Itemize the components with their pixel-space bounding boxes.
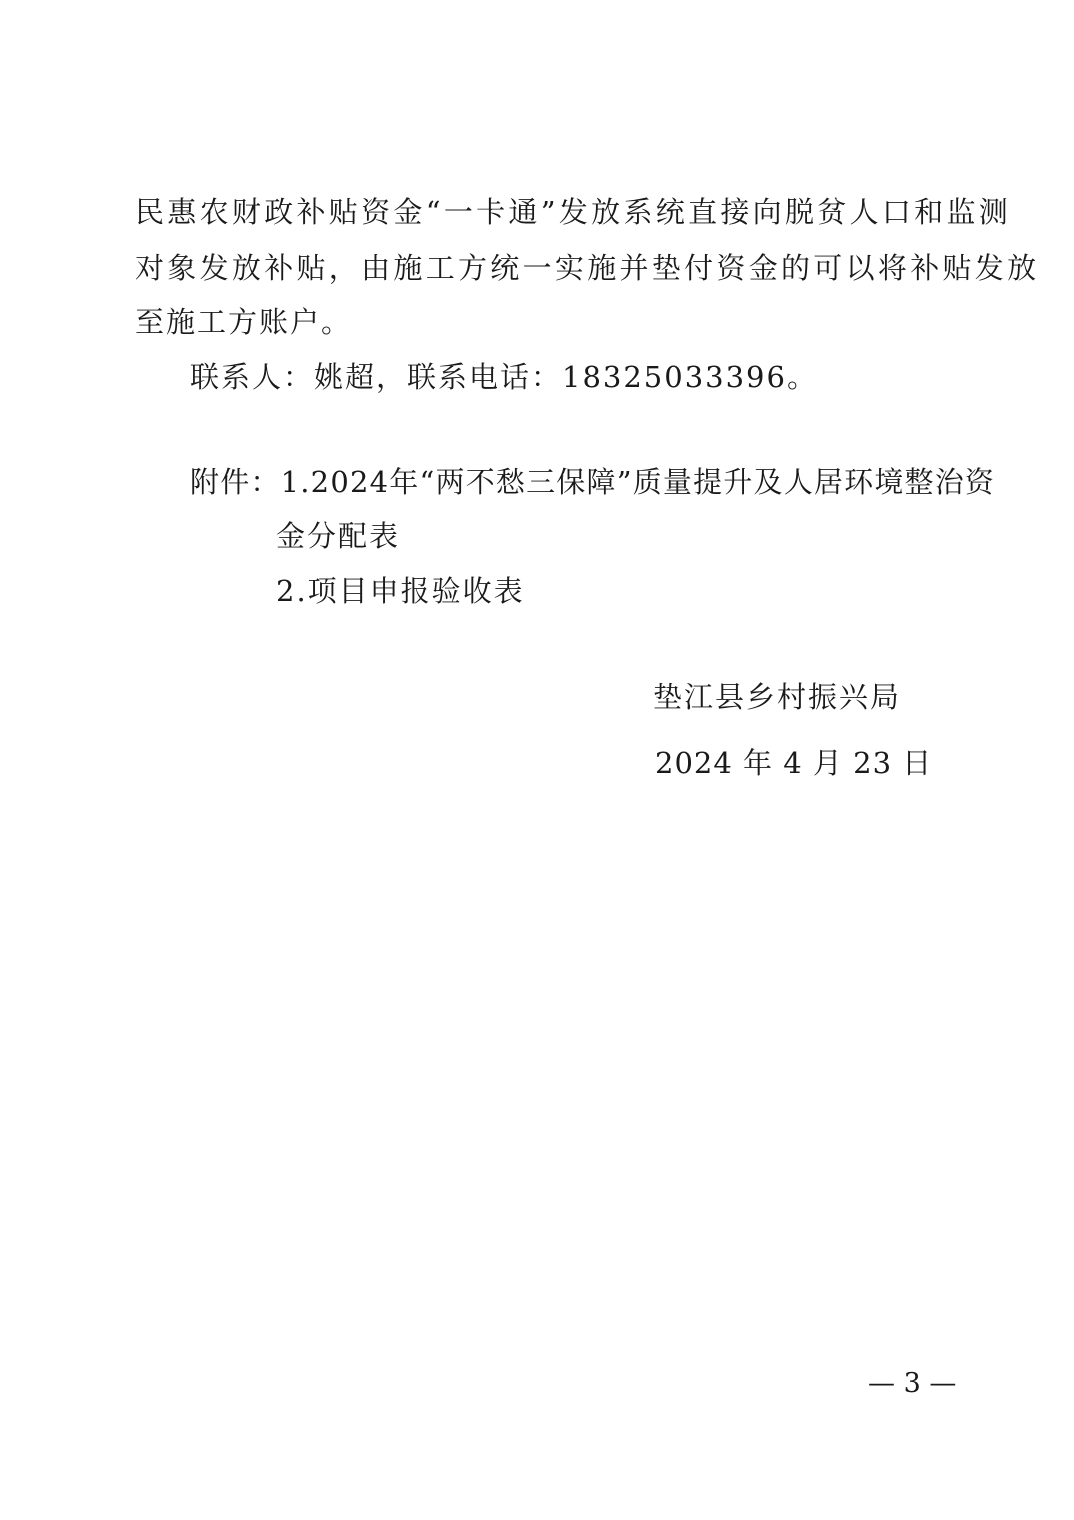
page-number: — 3 — [868,1368,957,1399]
attachment-item-2: 2.项目申报验收表 [276,574,525,608]
issuing-organization: 垫江县乡村振兴局 [653,680,902,714]
attachment-item-1-continued: 金分配表 [276,519,401,553]
contact-info: 联系人：姚超，联系电话：18325033396。 [190,360,818,394]
body-paragraph-line-3: 至施工方账户。 [135,305,353,339]
attachment-item-1: 附件：1.2024年“两不愁三保障”质量提升及人居环境整治资 [190,465,996,499]
body-paragraph-line-2: 对象发放补贴，由施工方统一实施并垫付资金的可以将补贴发放 [135,251,1040,285]
issue-date: 2024 年 4 月 23 日 [655,746,933,780]
body-paragraph-line-1: 民惠农财政补贴资金“一卡通”发放系统直接向脱贫人口和监测 [135,195,1012,229]
